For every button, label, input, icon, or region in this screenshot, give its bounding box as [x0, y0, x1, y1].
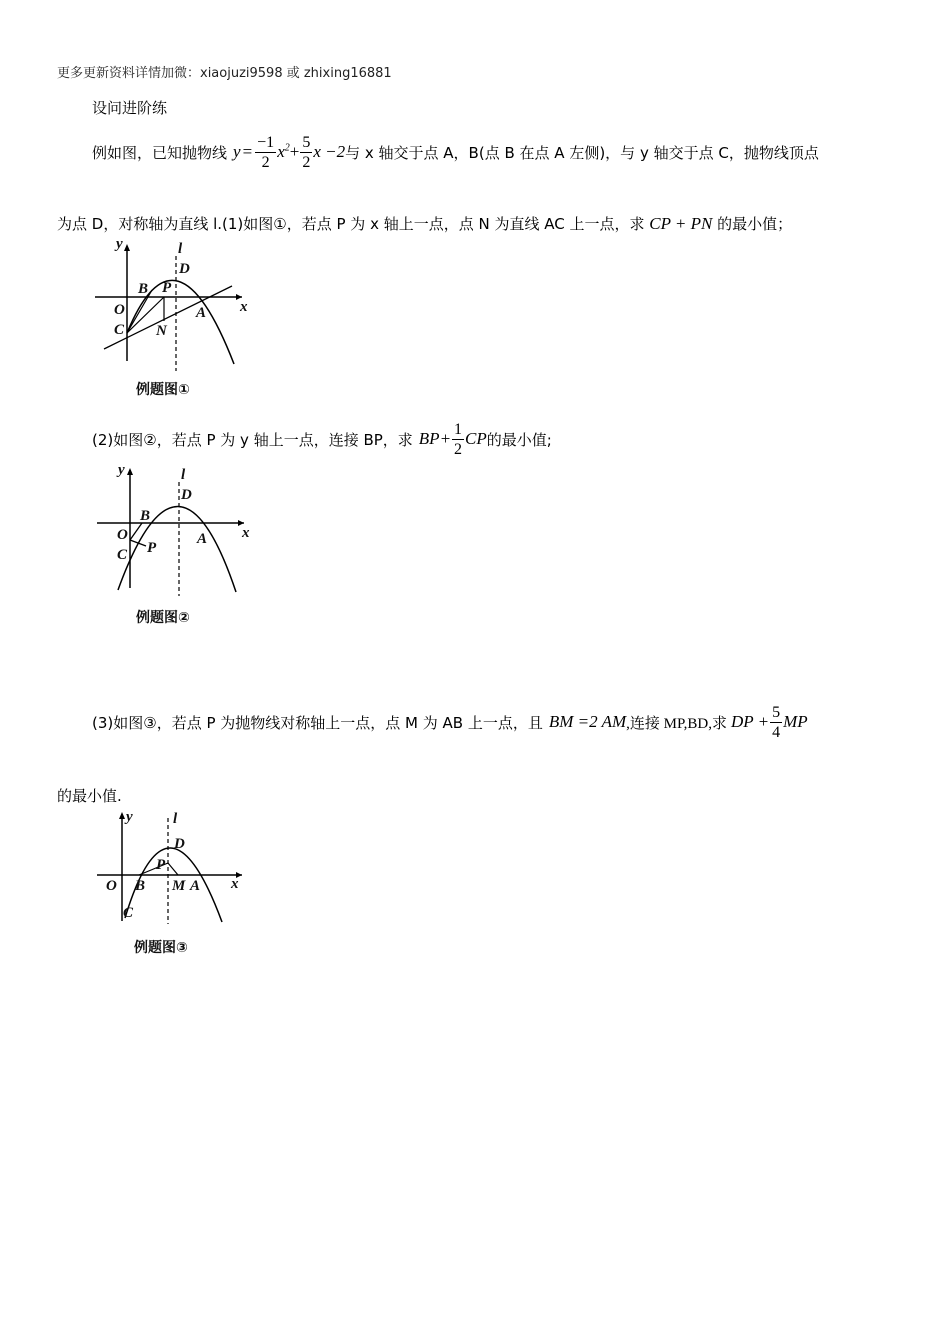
label-m: M: [172, 878, 186, 894]
eq-equals: =: [242, 142, 253, 161]
label-b: B: [140, 508, 151, 524]
q3-tail: 的最小值.: [57, 787, 122, 805]
eq-linear-term: x −2: [313, 142, 346, 161]
label-d: D: [174, 836, 185, 852]
label-b: B: [135, 878, 146, 894]
label-l: l: [173, 811, 178, 827]
label-y: y: [116, 236, 123, 252]
y-arrow-icon: [127, 468, 133, 475]
figure-2: [90, 460, 260, 630]
q3-text: (3)如图③，若点 P 为抛物线对称轴上一点，点 M 为 AB 上一点，且: [92, 713, 543, 732]
label-x: x: [231, 876, 239, 892]
problem-after-eq: 与 x 轴交于点 A，B(点 B 在点 A 左侧)，与 y 轴交于点 C，抛物线顶点: [345, 143, 819, 162]
problem-line-2: [57, 213, 792, 234]
label-c: C: [114, 322, 125, 338]
figure-3: [90, 806, 260, 966]
label-d: D: [179, 261, 190, 277]
segment-bp: [130, 523, 142, 540]
problem-line-2-text: 为点 D，对称轴为直线 l.(1)如图①，若点 P 为 x 轴上一点，点 N 为直线 AC 上一点，求: [57, 215, 645, 233]
figure-1: [90, 236, 260, 406]
eq-plus: +: [289, 142, 300, 161]
label-c: C: [117, 547, 128, 563]
label-x: x: [240, 299, 248, 315]
fraction-numerator: 1: [454, 420, 463, 438]
label-o: O: [114, 302, 125, 318]
eq-x-squared: $x^2$: [277, 142, 290, 161]
y-arrow-icon: [119, 812, 125, 819]
label-y: y: [118, 462, 125, 478]
label-a: A: [196, 305, 207, 321]
segment-pm: [168, 863, 178, 875]
problem-prefix: 例如图，已知抛物线: [92, 143, 228, 162]
fraction-numerator: −1: [257, 133, 275, 151]
figure-3-caption: 例题图③: [134, 940, 188, 956]
q2-expr-a: BP+: [418, 429, 452, 448]
q3-expr-a: DP +: [730, 712, 770, 731]
q3-expr-b: MP: [783, 712, 808, 731]
fraction-five-quarters: [770, 703, 782, 742]
q3-condition: BM =2 AM: [548, 712, 627, 731]
question-3: [92, 700, 808, 744]
q2-tail: 的最小值;: [486, 430, 552, 449]
label-c: C: [123, 905, 134, 921]
parabola: [118, 506, 236, 592]
label-d: D: [181, 487, 192, 503]
label-b: B: [138, 281, 149, 297]
y-arrow-icon: [124, 244, 130, 251]
fraction-neg-half: [255, 133, 276, 172]
section-title: 设问进阶练: [92, 99, 168, 117]
label-p: P: [147, 540, 157, 556]
fraction-denominator: 2: [261, 153, 270, 171]
figure-1-caption: 例题图①: [136, 382, 190, 398]
label-x: x: [242, 525, 250, 541]
label-p: P: [156, 857, 166, 873]
fraction-one-half: [452, 420, 464, 459]
figure-2-caption: 例题图②: [136, 610, 190, 626]
fraction-numerator: 5: [302, 133, 311, 151]
q1-tail: 的最小值；: [717, 215, 793, 233]
label-l: l: [178, 241, 183, 257]
label-p: P: [162, 280, 172, 296]
problem-line-1: [92, 130, 819, 174]
q1-expression: CP + PN: [649, 214, 713, 233]
fraction-numerator: 5: [772, 703, 781, 721]
label-n: N: [156, 323, 167, 339]
fraction-denominator: 2: [302, 153, 311, 171]
question-2: [92, 417, 552, 461]
label-a: A: [190, 878, 201, 894]
fraction-five-halves: [300, 133, 312, 172]
fraction-denominator: 4: [772, 723, 781, 741]
label-o: O: [117, 527, 128, 543]
label-o: O: [106, 878, 117, 894]
label-l: l: [181, 467, 186, 483]
label-a: A: [197, 531, 208, 547]
q2-expr-b: CP: [465, 429, 487, 448]
header-promo: 更多更新资料详情加微：xiaojuzi9598 或 zhixing16881: [57, 66, 392, 81]
fraction-denominator: 2: [454, 440, 463, 458]
q3-mid: ,连接 MP,BD,求: [626, 715, 727, 732]
q2-text: (2)如图②，若点 P 为 y 轴上一点，连接 BP，求: [92, 430, 413, 449]
eq-y: y: [233, 142, 241, 161]
label-y: y: [126, 809, 133, 825]
